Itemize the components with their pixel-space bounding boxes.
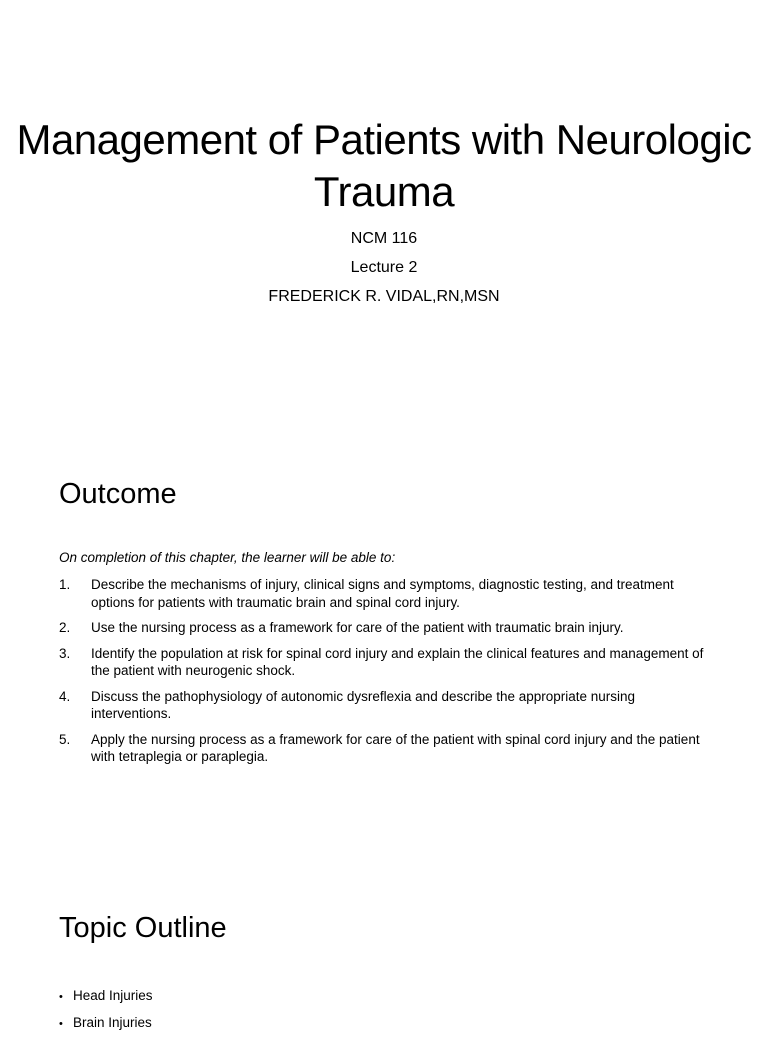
slide-title: Management of Patients with Neurologic Trauma bbox=[16, 116, 752, 215]
list-item-number: 2. bbox=[59, 620, 71, 635]
list-item bbox=[59, 576, 719, 611]
list-item-number: 1. bbox=[59, 577, 71, 592]
lecture-number: Lecture 2 bbox=[350, 259, 418, 276]
course-code: NCM 116 bbox=[350, 230, 418, 247]
list-item-text: Use the nursing process as a framework for care of the patient with traumatic brain injury. bbox=[91, 620, 624, 635]
topic-list bbox=[59, 983, 153, 1037]
list-item-number: 5. bbox=[59, 731, 71, 747]
list-item bbox=[59, 731, 719, 766]
list-item bbox=[59, 645, 719, 680]
list-item-number: 3. bbox=[59, 645, 71, 661]
list-item bbox=[59, 688, 719, 723]
list-item-text: Describe the mechanisms of injury, clinical signs and symptoms, diagnostic testing, and treatment options for patients with traumatic brain and spinal cord injury. bbox=[91, 577, 674, 610]
outcome-heading: Outcome bbox=[59, 478, 177, 510]
topic-outline-heading: Topic Outline bbox=[59, 912, 227, 944]
outcome-list bbox=[59, 576, 719, 774]
list-item-text: Apply the nursing process as a framework for care of the patient with spinal cord injury and the patient with tetraplegia or paraplegia. bbox=[91, 731, 700, 764]
list-item bbox=[59, 619, 719, 637]
list-item-number: 4. bbox=[59, 688, 71, 704]
list-item-text: Head Injuries bbox=[73, 988, 153, 1003]
bullet-icon: • bbox=[59, 991, 63, 1003]
bullet-icon: • bbox=[59, 1018, 63, 1030]
list-item-text: Identify the population at risk for spinal cord injury and explain the clinical features and management of the patient with neurogenic shock. bbox=[91, 645, 704, 678]
author-name: FREDERICK R. VIDAL,RN,MSN bbox=[268, 288, 500, 305]
outcome-intro: On completion of this chapter, the learner will be able to: bbox=[59, 550, 396, 565]
list-item-text: Brain Injuries bbox=[73, 1015, 152, 1030]
title-slide bbox=[0, 0, 768, 432]
list-item-text: Discuss the pathophysiology of autonomic dysreflexia and describe the appropriate nursing interventions. bbox=[91, 688, 636, 721]
list-item bbox=[59, 983, 153, 1010]
